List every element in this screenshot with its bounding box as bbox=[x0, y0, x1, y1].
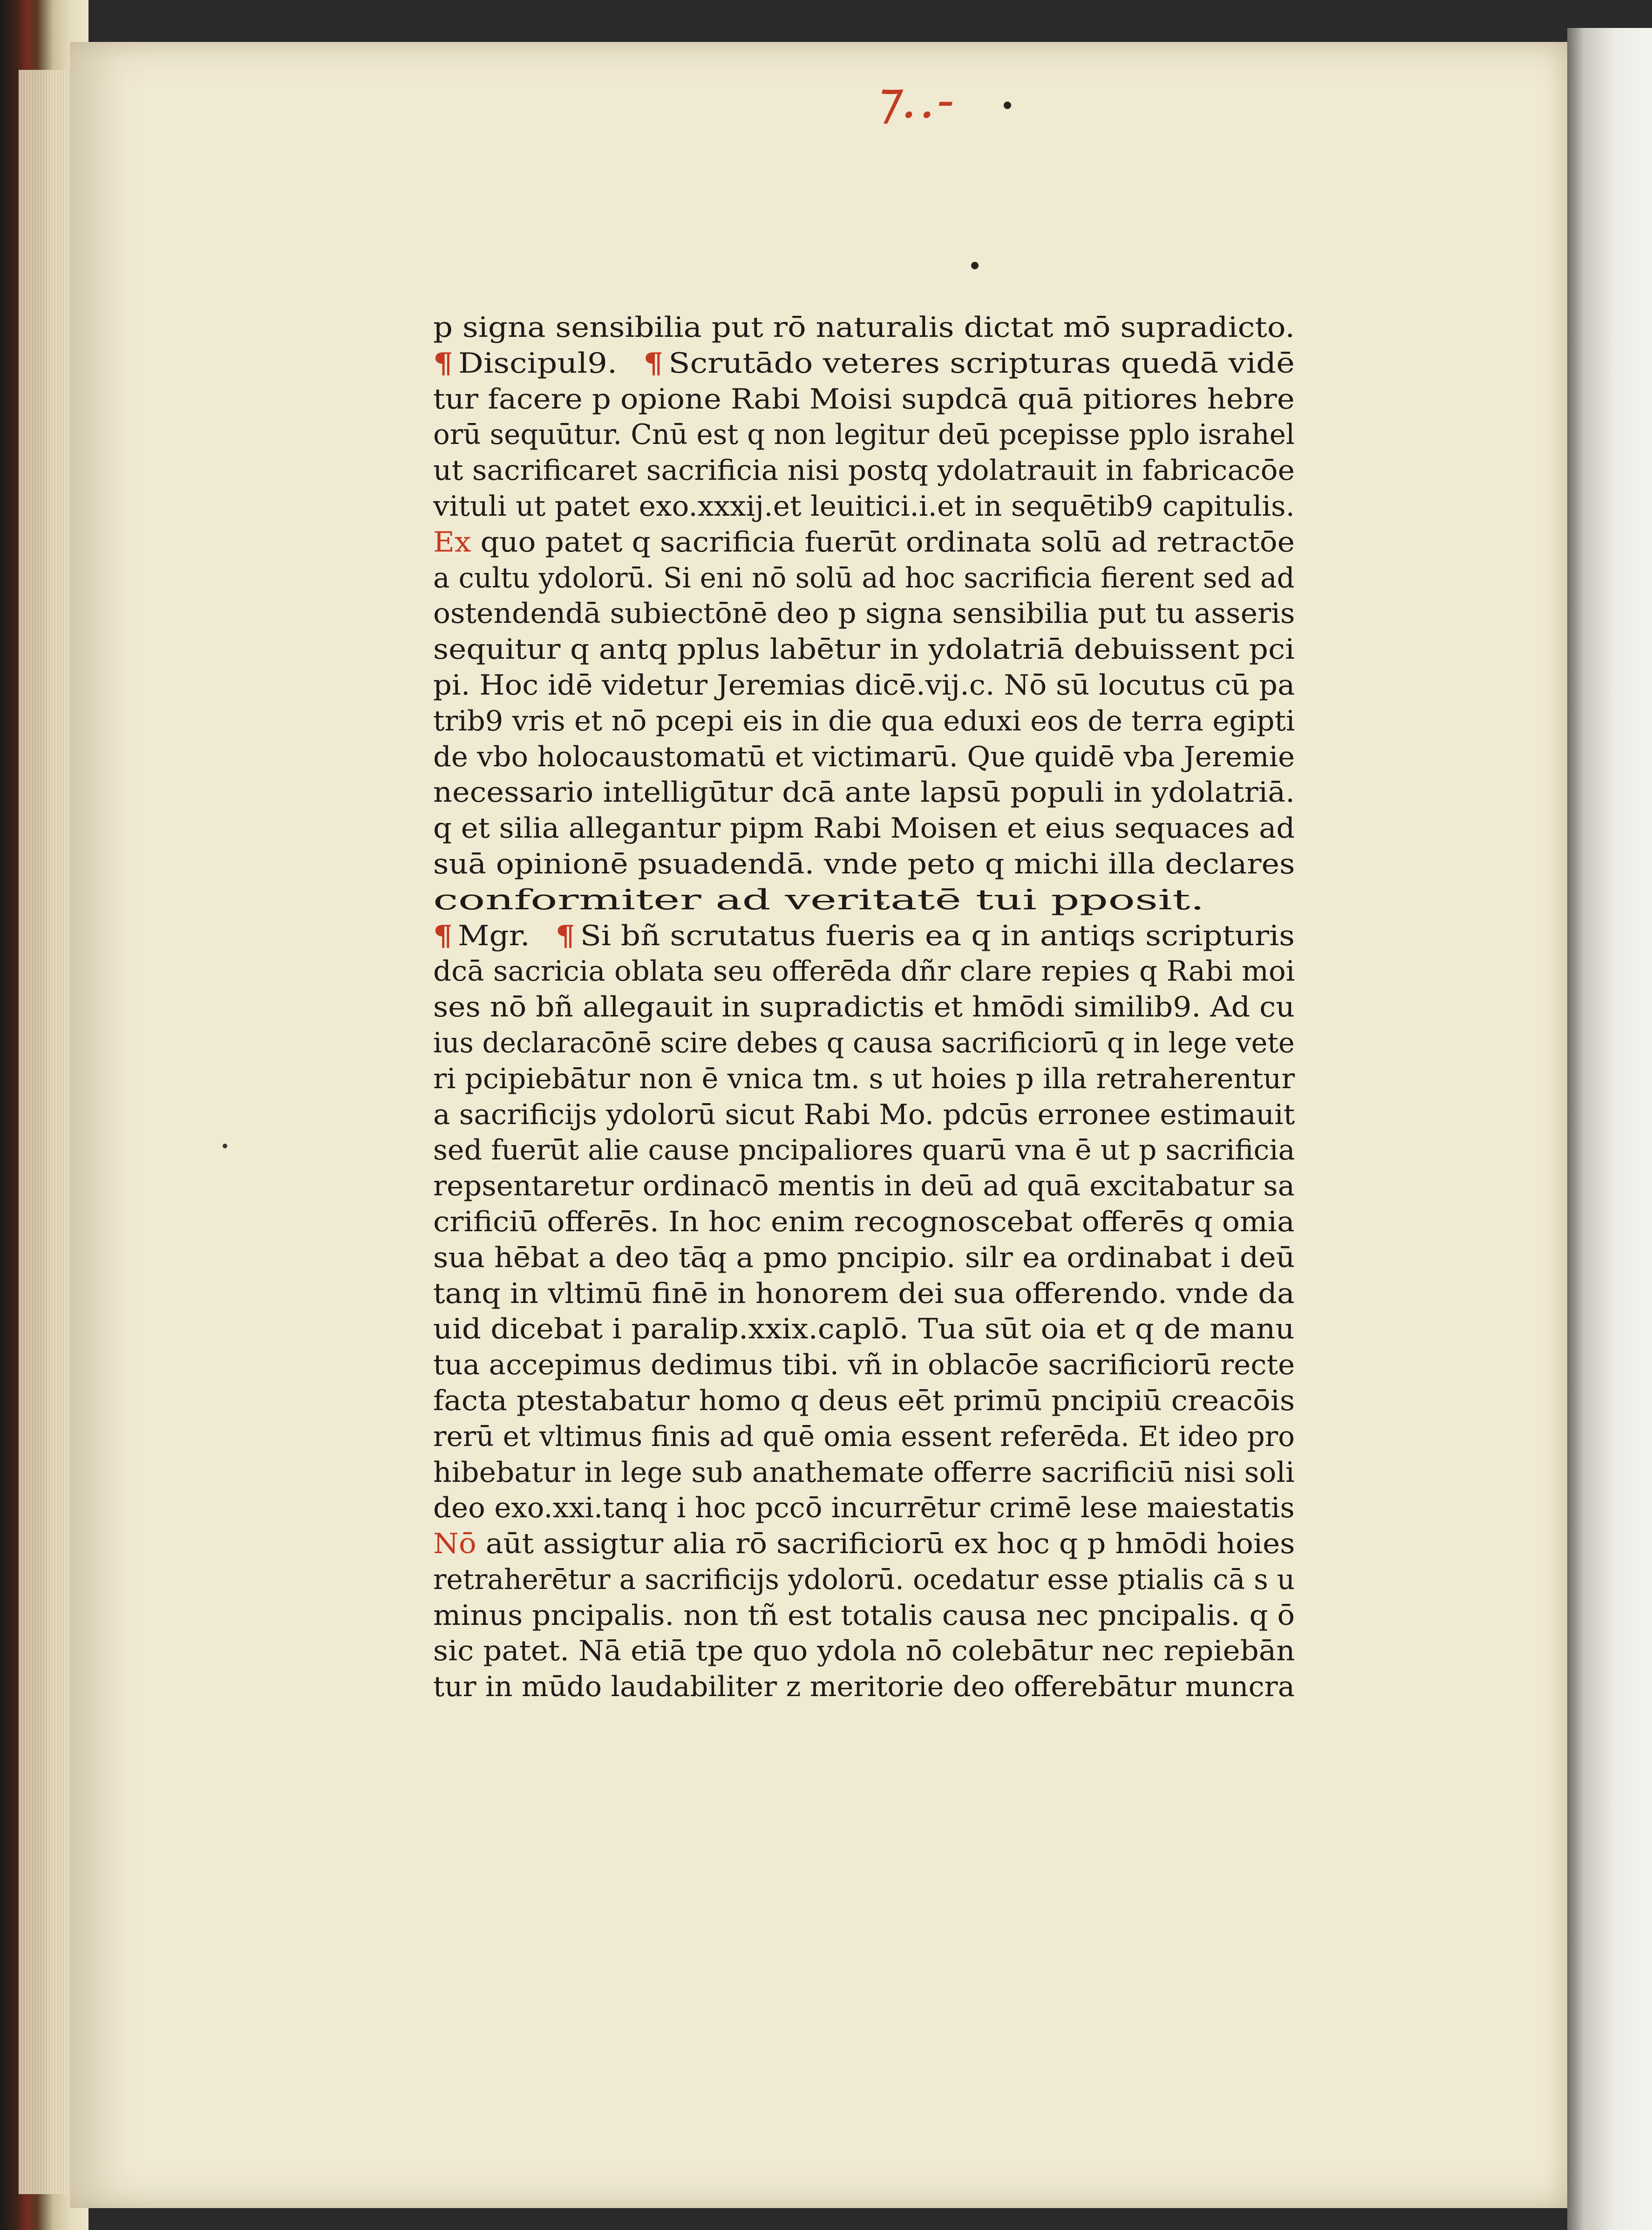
pilcrow-mark: ¶ bbox=[433, 347, 453, 380]
text-line bbox=[433, 846, 1295, 882]
text-line bbox=[433, 525, 1295, 560]
line-text: sic patet. Nā etiā tpe quo ydola nō colebātur nec repiebān bbox=[433, 1635, 1295, 1668]
line-text: tanq in vltimū finē in honorem dei sua offerendo. vnde da bbox=[433, 1277, 1295, 1310]
speaker-label: Discipul9. bbox=[458, 347, 618, 380]
line-text: ostendendā subiectōnē deo p signa sensibilia put tu asseris bbox=[433, 597, 1295, 630]
text-line bbox=[433, 1526, 1295, 1562]
text-line bbox=[433, 1097, 1295, 1133]
text-line bbox=[433, 1455, 1295, 1491]
line-text: ut sacrificaret sacrificia nisi postq ydolatrauit in fabricacōe bbox=[433, 454, 1295, 487]
line-text: ri pcipiebātur non ē vnica tm. s ut hoies p illa retraherentur bbox=[433, 1062, 1295, 1095]
line-text: trib9 vris et nō pcepi eis in die qua eduxi eos de terra egipti bbox=[433, 704, 1295, 737]
line-text: suā opinionē psuadendā. vnde peto q michi illa declares bbox=[433, 847, 1295, 880]
line-text: repsentaretur ordinacō mentis in deū ad quā excitabatur sa bbox=[433, 1170, 1295, 1203]
text-line bbox=[433, 954, 1295, 989]
line-text: aūt assigtur alia rō sacrificiorū ex hoc q p hmōdi hoies bbox=[476, 1528, 1295, 1561]
text-line bbox=[433, 1276, 1295, 1312]
text-line bbox=[433, 989, 1295, 1025]
line-text: q et silia allegantur pipm Rabi Moisen et eius sequaces ad bbox=[433, 812, 1295, 845]
line-text: retraherētur a sacrificijs ydolorū. ocedatur esse ptialis cā s u bbox=[433, 1563, 1295, 1596]
text-line bbox=[433, 453, 1295, 489]
line-text: crificiū offerēs. In hoc enim recognoscebat offerēs q omia bbox=[433, 1205, 1295, 1238]
text-line bbox=[433, 1132, 1295, 1168]
text-line bbox=[433, 668, 1295, 703]
line-text: tur in mūdo laudabiliter z meritorie deo offerebātur muncra bbox=[433, 1671, 1295, 1704]
line-text: pi. Hoc idē videtur Jeremias dicē.vij.c. Nō sū locutus cū pa bbox=[433, 668, 1295, 702]
line-text: Scrutādo veteres scripturas quedā vidē bbox=[668, 347, 1295, 380]
text-line bbox=[433, 1204, 1295, 1240]
text-line bbox=[433, 811, 1295, 846]
line-text: uid dicebat i paralip.xxix.caplō. Tua sūt oia et q de manu bbox=[433, 1313, 1295, 1346]
text-line bbox=[433, 489, 1295, 525]
line-text: p signa sensibilia put rō naturalis dictat mō supradicto. bbox=[433, 311, 1295, 344]
text-line bbox=[433, 417, 1295, 453]
line-text: tur facere p opione Rabi Moisi supdcā quā pitiores hebre bbox=[433, 382, 1295, 416]
text-line bbox=[433, 739, 1295, 775]
text-line bbox=[433, 310, 1295, 346]
text-line bbox=[433, 1419, 1295, 1455]
pilcrow-mark: ¶ bbox=[555, 919, 575, 952]
dot-mark bbox=[971, 262, 979, 269]
speaker-label: Mgr. bbox=[457, 919, 530, 952]
line-text: ses nō bñ allegauit in supradictis et hmōdi similib9. Ad cu bbox=[433, 991, 1295, 1024]
text-line bbox=[433, 560, 1295, 596]
line-text: conformiter ad veritatē tui pposit. bbox=[433, 883, 1205, 916]
text-line bbox=[433, 1490, 1295, 1526]
pilcrow-mark: ¶ bbox=[643, 347, 664, 380]
line-text: facta ptestabatur homo q deus eēt primū pncipiū creacōis bbox=[433, 1384, 1295, 1417]
signature-mark: ⁊..- bbox=[873, 70, 956, 130]
text-line bbox=[433, 1168, 1295, 1204]
text-line bbox=[433, 775, 1295, 811]
dot-mark bbox=[1004, 102, 1011, 109]
line-text: quo patet q sacrificia fuerūt ordinata solū ad retractōe bbox=[471, 525, 1295, 559]
line-text: minus pncipalis. non tñ est totalis causa nec pncipalis. q ō bbox=[433, 1599, 1295, 1632]
line-text: sua hēbat a deo tāq a pmo pncipio. silr ea ordinabat i deū bbox=[433, 1241, 1295, 1274]
line-text: orū sequūtur. Cnū est q non legitur deū pcepisse pplo israhel bbox=[433, 418, 1295, 451]
text-line bbox=[433, 1311, 1295, 1347]
incunabula-text-block bbox=[433, 310, 1295, 1705]
line-text: a sacrificijs ydolorū sicut Rabi Mo. pdcūs erronee estimauit bbox=[433, 1098, 1295, 1131]
line-text: rerū et vltimus finis ad quē omia essent referēda. Et ideo pro bbox=[433, 1420, 1295, 1453]
facing-page-edge bbox=[1567, 28, 1652, 2230]
line-text: ius declaracōnē scire debes q causa sacrificiorū q in lege vete bbox=[433, 1026, 1295, 1059]
line-text: tua accepimus dedimus tibi. vñ in oblacōe sacrificiorū recte bbox=[433, 1349, 1295, 1382]
text-line bbox=[433, 1347, 1295, 1383]
text-line bbox=[433, 1598, 1295, 1634]
rubricated-initial: Ex bbox=[433, 525, 471, 559]
text-line bbox=[433, 1633, 1295, 1669]
line-text: necessario intelligūtur dcā ante lapsū populi in ydolatriā. bbox=[433, 776, 1295, 809]
text-line bbox=[433, 382, 1295, 417]
text-line bbox=[433, 596, 1295, 632]
text-line bbox=[433, 882, 1295, 918]
text-line bbox=[433, 632, 1295, 668]
line-text: hibebatur in lege sub anathemate offerre sacrificiū nisi soli bbox=[433, 1456, 1295, 1489]
text-line bbox=[433, 1562, 1295, 1598]
text-line bbox=[433, 1669, 1295, 1705]
line-text: dcā sacricia oblata seu offerēda dñr clare repies q Rabi moi bbox=[433, 955, 1295, 988]
text-line bbox=[433, 1383, 1295, 1419]
line-text: Si bñ scrutatus fueris ea q in antiqs scripturis bbox=[580, 919, 1295, 952]
rubricated-initial: Nō bbox=[433, 1528, 476, 1561]
text-line bbox=[433, 1025, 1295, 1061]
text-line bbox=[433, 1061, 1295, 1097]
line-text: a cultu ydolorū. Si eni nō solū ad hoc sacrificia fierent sed ad bbox=[433, 561, 1295, 594]
margin-mark bbox=[223, 1144, 227, 1148]
line-text: sequitur q antq pplus labētur in ydolatriā debuissent pci bbox=[433, 633, 1295, 666]
text-line bbox=[433, 346, 1295, 382]
line-text: deo exo.xxi.tanq i hoc pccō incurrētur crimē lese maiestatis bbox=[433, 1492, 1295, 1525]
pilcrow-mark: ¶ bbox=[433, 919, 453, 952]
text-line bbox=[433, 703, 1295, 739]
line-text: vituli ut patet exo.xxxij.et leuitici.i.et in sequētib9 capitulis. bbox=[433, 490, 1295, 523]
text-line bbox=[433, 1240, 1295, 1276]
line-text: sed fuerūt alie cause pncipaliores quarū vna ē ut p sacrificia bbox=[433, 1134, 1295, 1167]
line-text: de vbo holocaustomatū et victimarū. Que quidē vba Jeremie bbox=[433, 740, 1295, 773]
text-line bbox=[433, 918, 1295, 954]
